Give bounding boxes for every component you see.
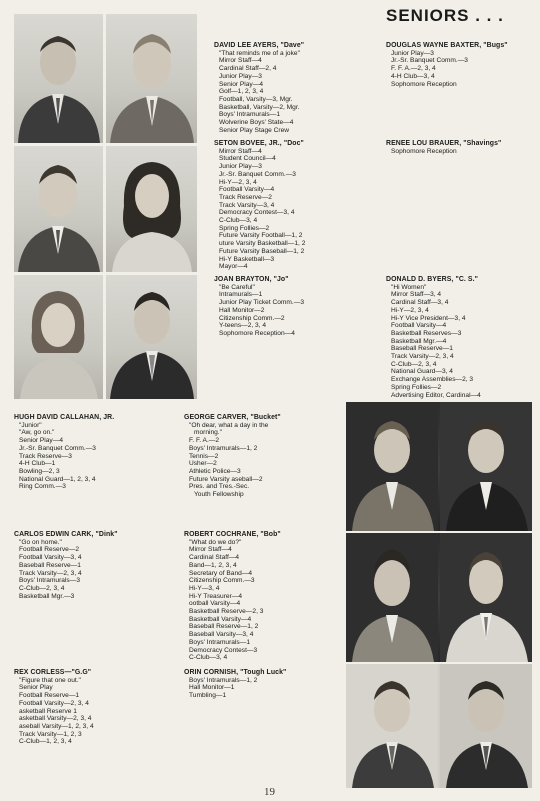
photo-group-corless-cornish [346, 664, 532, 788]
activity-line: Hall Monitor—2 [219, 306, 265, 314]
activity-line: Youth Fellowship [194, 491, 244, 499]
activity-line: Sophomore Reception—4 [219, 329, 295, 337]
page-number: 19 [264, 786, 275, 798]
activity-line: Ring Comm.—3 [19, 483, 66, 491]
activity-line: Boys' Intramurals—1, 2 [189, 444, 258, 452]
activity-line: Wolverine Boys' State—4 [219, 119, 294, 127]
activity-line: Intramurals—1 [219, 291, 263, 299]
photo-group-cark-cochrane [346, 533, 532, 662]
activity-line: Sophomore Reception [391, 147, 457, 155]
activity-line: Junior Play—3 [219, 163, 262, 171]
entry-brauer [386, 140, 536, 155]
activity-line: Student Council—4 [219, 155, 276, 163]
photo-ayers [14, 14, 103, 143]
page-title: SENIORS . . . [386, 6, 504, 25]
activity-line: Future Varsity Baseball—1, 2 [219, 247, 305, 255]
activity-line: National Guard—1, 2, 3, 4 [19, 475, 96, 483]
entry-bovee [214, 140, 382, 271]
senior-name: SETON BOVEE, JR., "Doc" [214, 140, 304, 147]
activity-line: Boys' Intramurals—1 [219, 111, 280, 119]
photo-group-callahan-carver [346, 402, 532, 531]
entry-byers [386, 276, 536, 399]
activity-line: Usher—2 [189, 460, 217, 468]
activity-line: C-Club—2, 3, 4 [19, 584, 65, 592]
activity-line: Sophomore Reception [391, 80, 457, 88]
senior-name: ROBERT COCHRANE, "Bob" [184, 531, 281, 538]
activity-line: Junior Play—3 [219, 72, 262, 80]
entry-corless [14, 669, 174, 746]
activity-line: Democracy Contest—3, 4 [219, 209, 295, 217]
activity-line: Junior Play—3 [391, 49, 434, 57]
photo-bovee [14, 146, 103, 272]
activity-line: "Be Careful" [219, 283, 255, 291]
activity-line: Cardinal Staff—4 [189, 554, 240, 562]
activity-line: Hi-Y Basketball—3 [219, 255, 275, 263]
activity-line: Hi-Y Treasurer—4 [189, 592, 243, 600]
activity-line: Senior Play [19, 684, 53, 692]
activity-line: Hi-Y—3, 4 [189, 584, 220, 592]
activity-line: "Aw, go on." [19, 429, 55, 437]
activity-line: Mirror Staff—4 [219, 147, 262, 155]
activity-line: Pres. and Tres.-Sec. [189, 483, 250, 491]
activity-line: Secretary of Band—4 [189, 569, 253, 577]
activity-line: Hi-Y—2, 3, 4 [391, 306, 429, 314]
senior-name: GEORGE CARVER, "Bucket" [184, 414, 281, 421]
activity-line: Basketball, Varsity—2, Mgr. [219, 103, 300, 111]
activity-line: "What do we do?" [189, 538, 242, 546]
activity-line: C-Club—1, 2, 3, 4 [19, 738, 72, 746]
activity-line: C-Club—3, 4 [219, 217, 258, 225]
activity-line: C-Club—2, 3, 4 [391, 360, 437, 368]
activity-line: Jr.-Sr. Banquet Comm.—3 [391, 57, 468, 65]
activity-line: Senior Play—4 [19, 437, 63, 445]
activity-line: National Guard—3, 4 [391, 368, 453, 376]
photo-brayton [14, 275, 103, 399]
entry-baxter [386, 42, 536, 88]
activity-line: Exchange Assemblies—2, 3 [391, 376, 474, 384]
activity-line: Baseball Varsity—3, 4 [189, 631, 254, 639]
activity-line: Jr.-Sr. Banquet Comm.—3 [219, 170, 296, 178]
activity-line: Hi-Y—2, 3, 4 [219, 178, 257, 186]
activity-line: Basketball Reserves—3 [391, 329, 462, 337]
activity-line: Baseball Reserve—1, 2 [189, 623, 259, 631]
activity-line: Track Varsity—2, 3, 4 [391, 353, 454, 361]
activity-line: Citizenship Comm.—2 [219, 314, 285, 322]
activity-line: Track Varsity—2, 3, 4 [19, 569, 82, 577]
entry-callahan [14, 414, 174, 491]
activity-line: Football Reserve—1 [19, 692, 80, 700]
activity-line: 4-H Club—3, 4 [391, 72, 435, 80]
senior-name: CARLOS EDWIN CARK, "Dink" [14, 531, 118, 538]
activity-line: Football Varsity—4 [391, 322, 447, 330]
activity-line: Y-teens—2, 3, 4 [219, 322, 267, 330]
entry-cornish [184, 669, 344, 700]
activity-line: Football, Varsity—3, Mgr. [219, 95, 293, 103]
entry-cochrane [184, 531, 344, 662]
senior-name: JOAN BRAYTON, "Jo" [214, 276, 289, 283]
activity-line: Baseball Reserve—1 [391, 345, 453, 353]
activity-line: 4-H Club—1 [19, 460, 56, 468]
photo-baxter [106, 14, 197, 143]
activity-line: C-Club—3, 4 [189, 654, 228, 662]
activity-line: Baseball Reserve—1 [19, 561, 81, 569]
activity-line: Mirror Staff—4 [189, 546, 232, 554]
activity-line: Hall Monitor—1 [189, 684, 235, 692]
entry-ayers [214, 42, 382, 134]
activity-line: F. F. A.—2, 3, 4 [391, 65, 436, 73]
activity-line: asketball Varsity—2, 3, 4 [19, 715, 92, 723]
entry-cark [14, 531, 174, 600]
activity-line: aseball Varsity—1, 2, 3, 4 [19, 722, 94, 730]
activity-line: Mirror Staff—3, 4 [391, 291, 442, 299]
activity-line: Football Varsity—2, 3, 4 [19, 699, 89, 707]
activity-line: asketball Reserve 1 [19, 707, 77, 715]
activity-line: Track Reserve—2 [219, 193, 272, 201]
activity-line: Boys' Intramurals—1, 2 [189, 676, 258, 684]
activity-line: Mayor—4 [219, 263, 248, 271]
activity-line: Basketball Varsity—4 [189, 615, 252, 623]
activity-line: "That reminds me of a joke" [219, 49, 300, 57]
activity-line: Cardinal Staff—3, 4 [391, 299, 449, 307]
activity-line: Basketball Reserve—2, 3 [189, 608, 264, 616]
photo-brauer [106, 146, 197, 272]
senior-name: REX CORLESS—"G.G" [14, 669, 92, 676]
activity-line: Boys' Intramurals—1 [189, 638, 250, 646]
activity-line: Mirror Staff—4 [219, 57, 262, 65]
activity-line: Football Varsity—3, 4 [19, 554, 82, 562]
activity-line: Tumbling—1 [189, 692, 227, 700]
senior-name: RENEE LOU BRAUER, "Shavings" [386, 140, 502, 147]
activity-line: Junior Play Ticket Comm.—3 [219, 299, 305, 307]
activity-line: Spring Follies—2 [219, 224, 270, 232]
activity-line: Jr.-Sr. Banquet Comm.—3 [19, 444, 96, 452]
activity-line: Golf—1, 2, 3, 4 [219, 88, 264, 96]
activity-line: Track Varsity—3, 4 [219, 201, 275, 209]
activity-line: Future Varsity aseball—2 [189, 475, 263, 483]
activity-line: Track Reserve—3 [19, 452, 72, 460]
activity-line: Basketball Mgr.—3 [19, 592, 75, 600]
activity-line: Football Varsity—4 [219, 186, 275, 194]
activity-line: Basketball Mgr.—4 [391, 337, 447, 345]
activity-line: Future Varsity Football—1, 2 [219, 232, 303, 240]
activity-line: "Figure that one out." [19, 676, 81, 684]
photo-byers [106, 275, 197, 399]
activity-line: Football Reserve—2 [19, 546, 80, 554]
activity-line: Citizenship Comm.—3 [189, 577, 255, 585]
activity-line: morning." [194, 429, 222, 437]
activity-line: Democracy Contest—3 [189, 646, 258, 654]
entry-brayton [214, 276, 382, 338]
senior-name: ORIN CORNISH, "Tough Luck" [184, 669, 287, 676]
activity-line: Cardinal Staff—2, 4 [219, 65, 277, 73]
activity-line: Tennis—2 [189, 452, 219, 460]
activity-line: Athletic Police—3 [189, 467, 241, 475]
activity-line: "Junior" [19, 421, 42, 429]
activity-line: F. F. A.—2 [189, 437, 220, 445]
senior-name: HUGH DAVID CALLAHAN, JR. [14, 414, 115, 421]
activity-line: Senior Play Stage Crew [219, 126, 290, 134]
activity-line: Advertising Editor, Cardinal—4 [391, 391, 481, 399]
activity-line: uture Varsity Basketball—1, 2 [219, 240, 306, 248]
activity-line: Bowling—2, 3 [19, 467, 60, 475]
activity-line: Spring Follies—2 [391, 383, 442, 391]
senior-name: DAVID LEE AYERS, "Dave" [214, 42, 305, 49]
activity-line: Track Varsity—1, 2, 3 [19, 730, 82, 738]
activity-line: Band—1, 2, 3, 4 [189, 561, 237, 569]
senior-name: DONALD D. BYERS, "C. S." [386, 276, 479, 283]
senior-name: DOUGLAS WAYNE BAXTER, "Bugs" [386, 42, 508, 49]
activity-line: "Go on home." [19, 538, 62, 546]
activity-line: ootball Varsity—4 [189, 600, 241, 608]
activity-line: Hi-Y Vice President—3, 4 [391, 314, 466, 322]
activity-line: "Hi Women" [391, 283, 427, 291]
activity-line: Senior Play—4 [219, 80, 263, 88]
activity-line: Boys' Intramurals—3 [19, 577, 80, 585]
activity-line: "Oh dear, what a day in the [189, 421, 269, 429]
entry-carver [184, 414, 344, 499]
